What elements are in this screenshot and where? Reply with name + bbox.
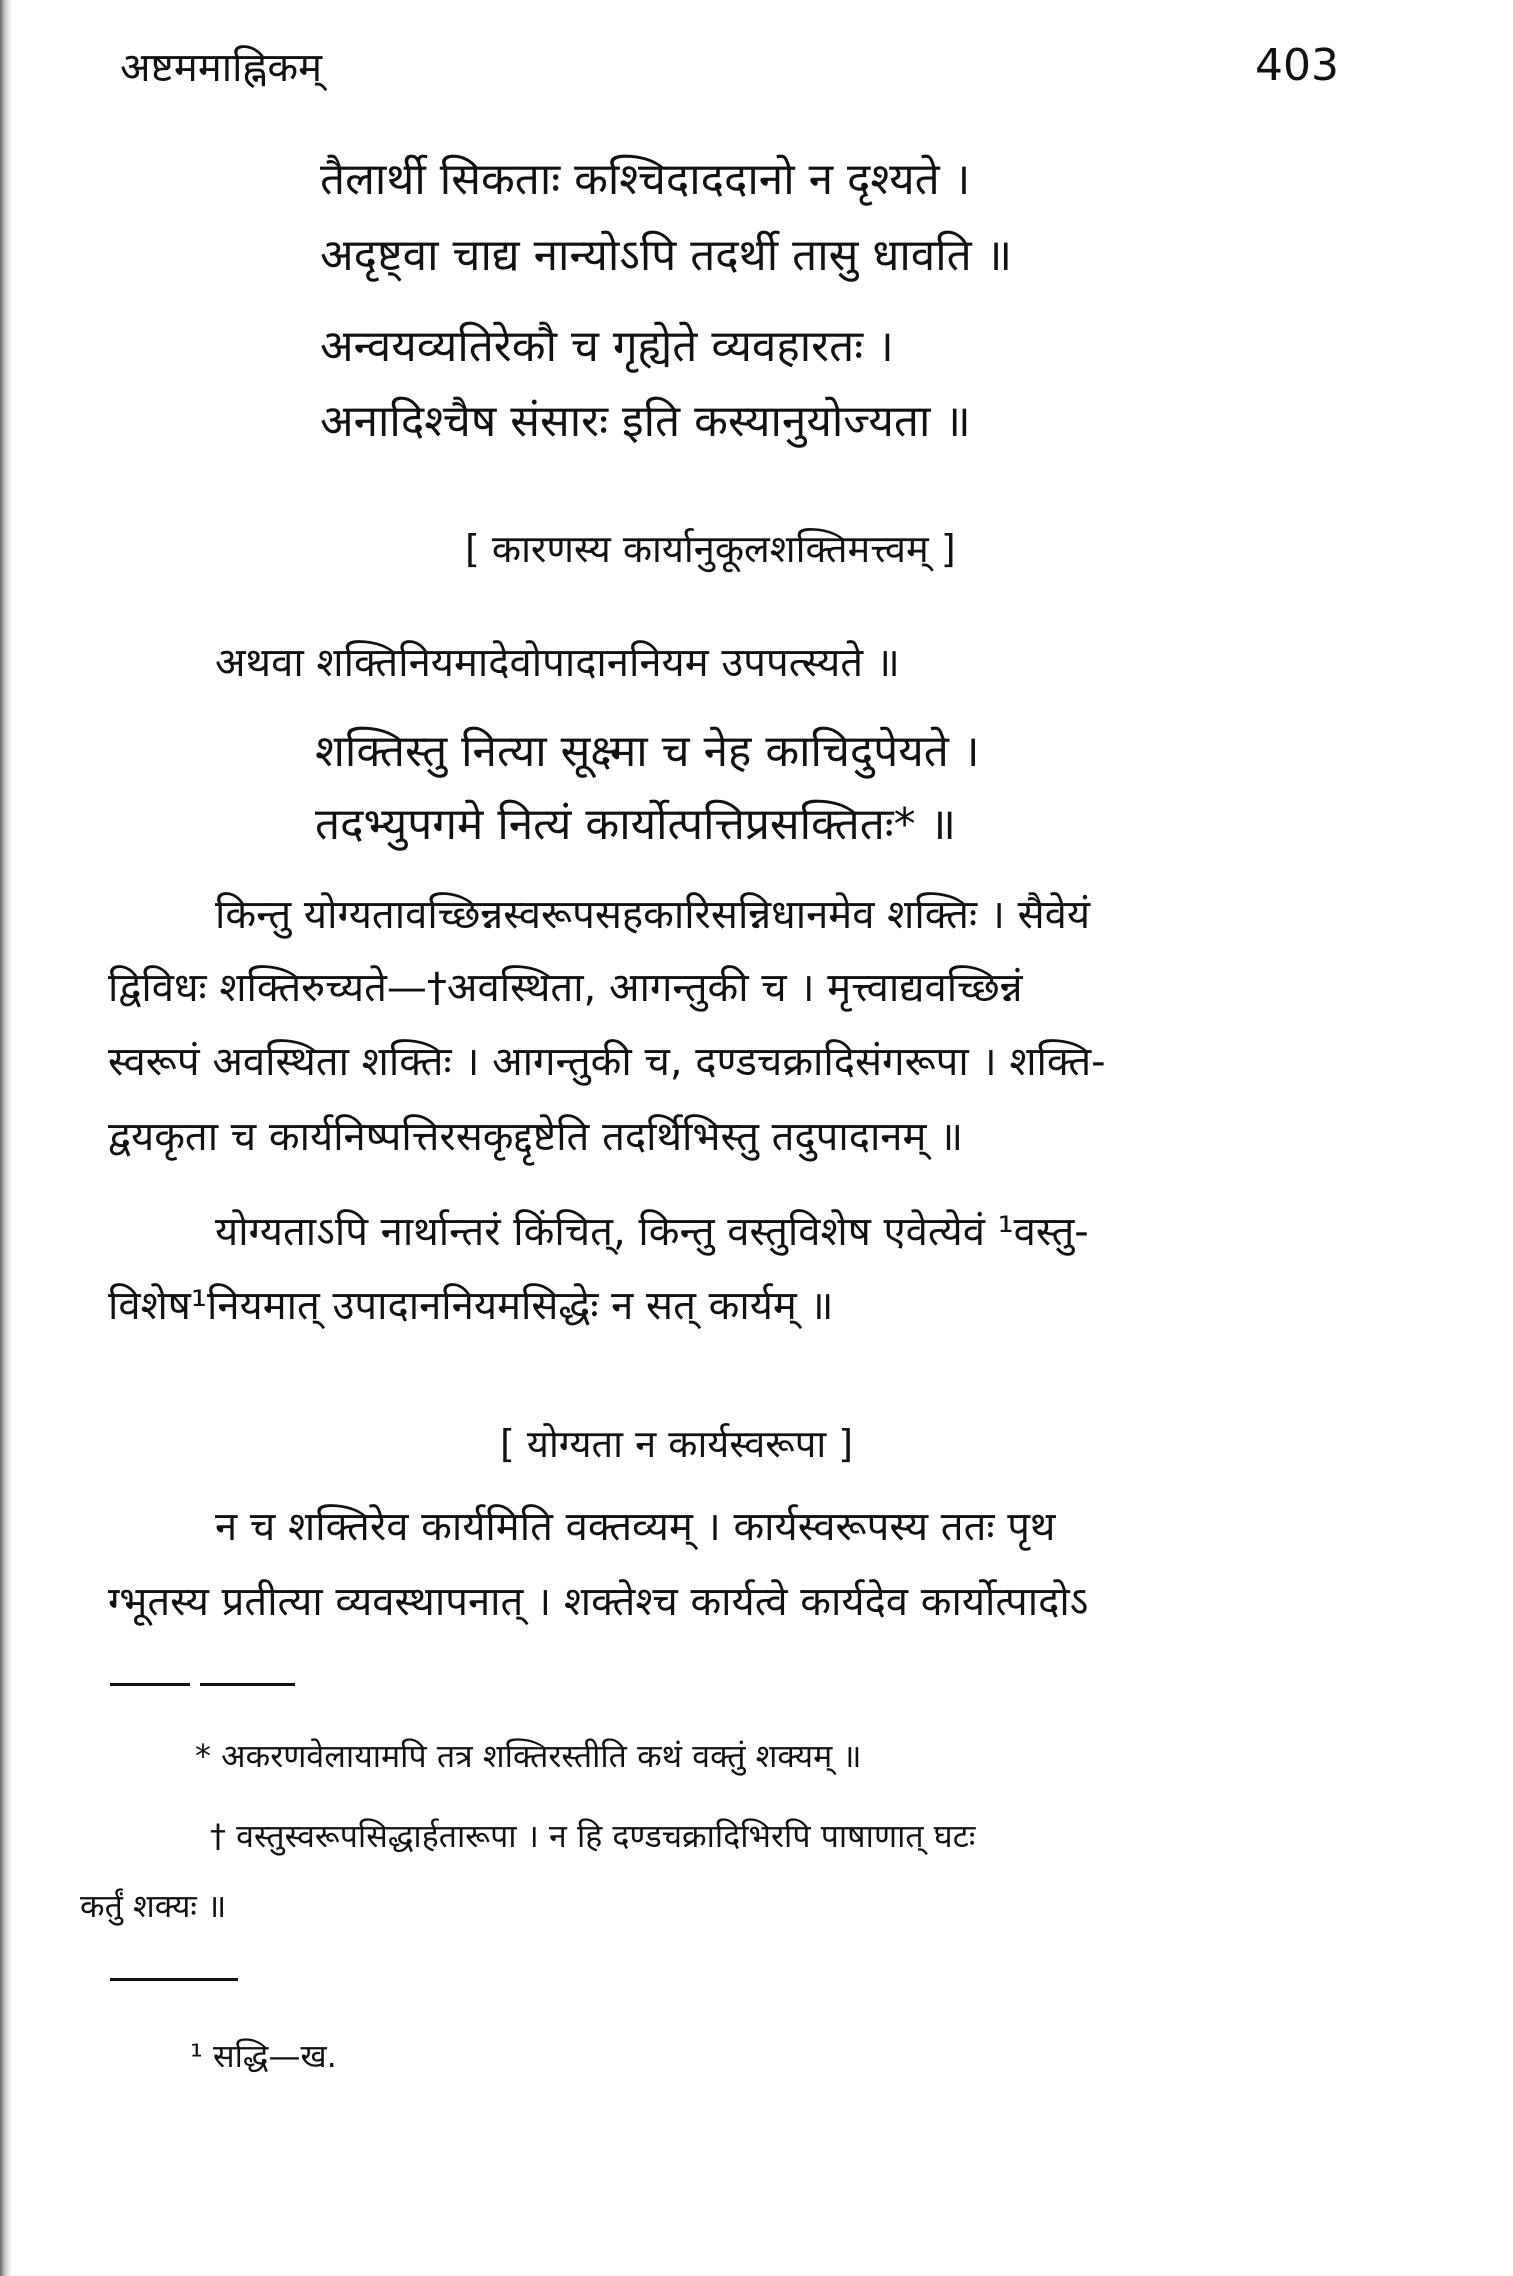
paragraph-line: द्विविधः शक्तिरुच्यते—†अवस्थिता, आगन्तुकी च । मृत्त्वाद्यवच्छिन्नं xyxy=(108,965,1023,1011)
paragraph-line: स्वरूपं अवस्थिता शक्तिः । आगन्तुकी च, दण्डचक्रादिसंगरूपा । शक्ति- xyxy=(108,1039,1106,1085)
paragraph-line: न च शक्तिरेव कार्यमिति वक्तव्यम् । कार्यस्वरूपस्य ततः पृथ xyxy=(215,1504,1056,1550)
footnote-separator xyxy=(200,1683,295,1686)
footnote-star: * अकरणवेलायामपि तत्र शक्तिरस्तीति कथं वक्तुं शक्यम् ॥ xyxy=(195,1737,862,1775)
verse-line: अन्वयव्यतिरेकौ च गृह्येते व्यवहारतः । xyxy=(320,321,894,372)
verse-line: तदभ्युपगमे नित्यं कार्योत्पत्तिप्रसक्तितः* ॥ xyxy=(315,799,957,850)
footnote-separator xyxy=(110,1683,190,1686)
running-head: अष्टममाह्निकम् xyxy=(120,45,322,91)
paragraph-line: किन्तु योग्यतावच्छिन्नस्वरूपसहकारिसन्निधानमेव शक्तिः । सैवेयं xyxy=(215,892,1091,938)
verse-line: शक्तिस्तु नित्या सूक्ष्मा च नेह काचिदुपेयते । xyxy=(315,726,980,777)
footnote-separator-short xyxy=(110,1978,238,1981)
paragraph-line: ग्भूतस्य प्रतीत्या व्यवस्थापनात् । शक्तेश्च कार्यत्वे कार्यदेव कार्योत्पादोऽ xyxy=(108,1579,1089,1625)
verse-line: अदृष्ट्वा चाद्य नान्योऽपि तदर्थी तासु धावति ॥ xyxy=(320,230,1013,281)
prose-line: अथवा शक्तिनियमादेवोपादाननियम उपपत्स्यते ॥ xyxy=(215,640,900,686)
paragraph-line: विशेष¹नियमात् उपादाननियमसिद्धेः न सत् कार्यम् ॥ xyxy=(108,1283,834,1329)
verse-line: तैलार्थी सिकताः कश्चिदाददानो न दृश्यते । xyxy=(320,154,971,205)
paragraph-line: द्वयकृता च कार्यनिष्पत्तिरसकृद्दृष्टेति तदर्थिभिस्तु तदुपादानम् ॥ xyxy=(108,1114,964,1160)
page-number: 403 xyxy=(1255,40,1339,91)
verse-line: अनादिश्चैष संसारः इति कस्यानुयोज्यता ॥ xyxy=(320,396,971,447)
footnote-dagger: † वस्तुस्वरूपसिद्धार्हतारूपा । न हि दण्डचक्रादिभिरपि पाषाणात् घटः xyxy=(210,1817,976,1855)
footnote-numbered: ¹ सद्धि—ख. xyxy=(190,2037,337,2075)
section-heading: [ योग्यता न कार्यस्वरूपा ] xyxy=(500,1422,854,1466)
section-heading: [ कारणस्य कार्यानुकूलशक्तिमत्त्वम् ] xyxy=(465,527,956,571)
footnote-dagger-continued: कर्तुं शक्यः ॥ xyxy=(80,1887,227,1925)
paragraph-line: योग्यताऽपि नार्थान्तरं किंचित्, किन्तु वस्तुविशेष एवेत्येवं ¹वस्तु- xyxy=(215,1209,1089,1255)
